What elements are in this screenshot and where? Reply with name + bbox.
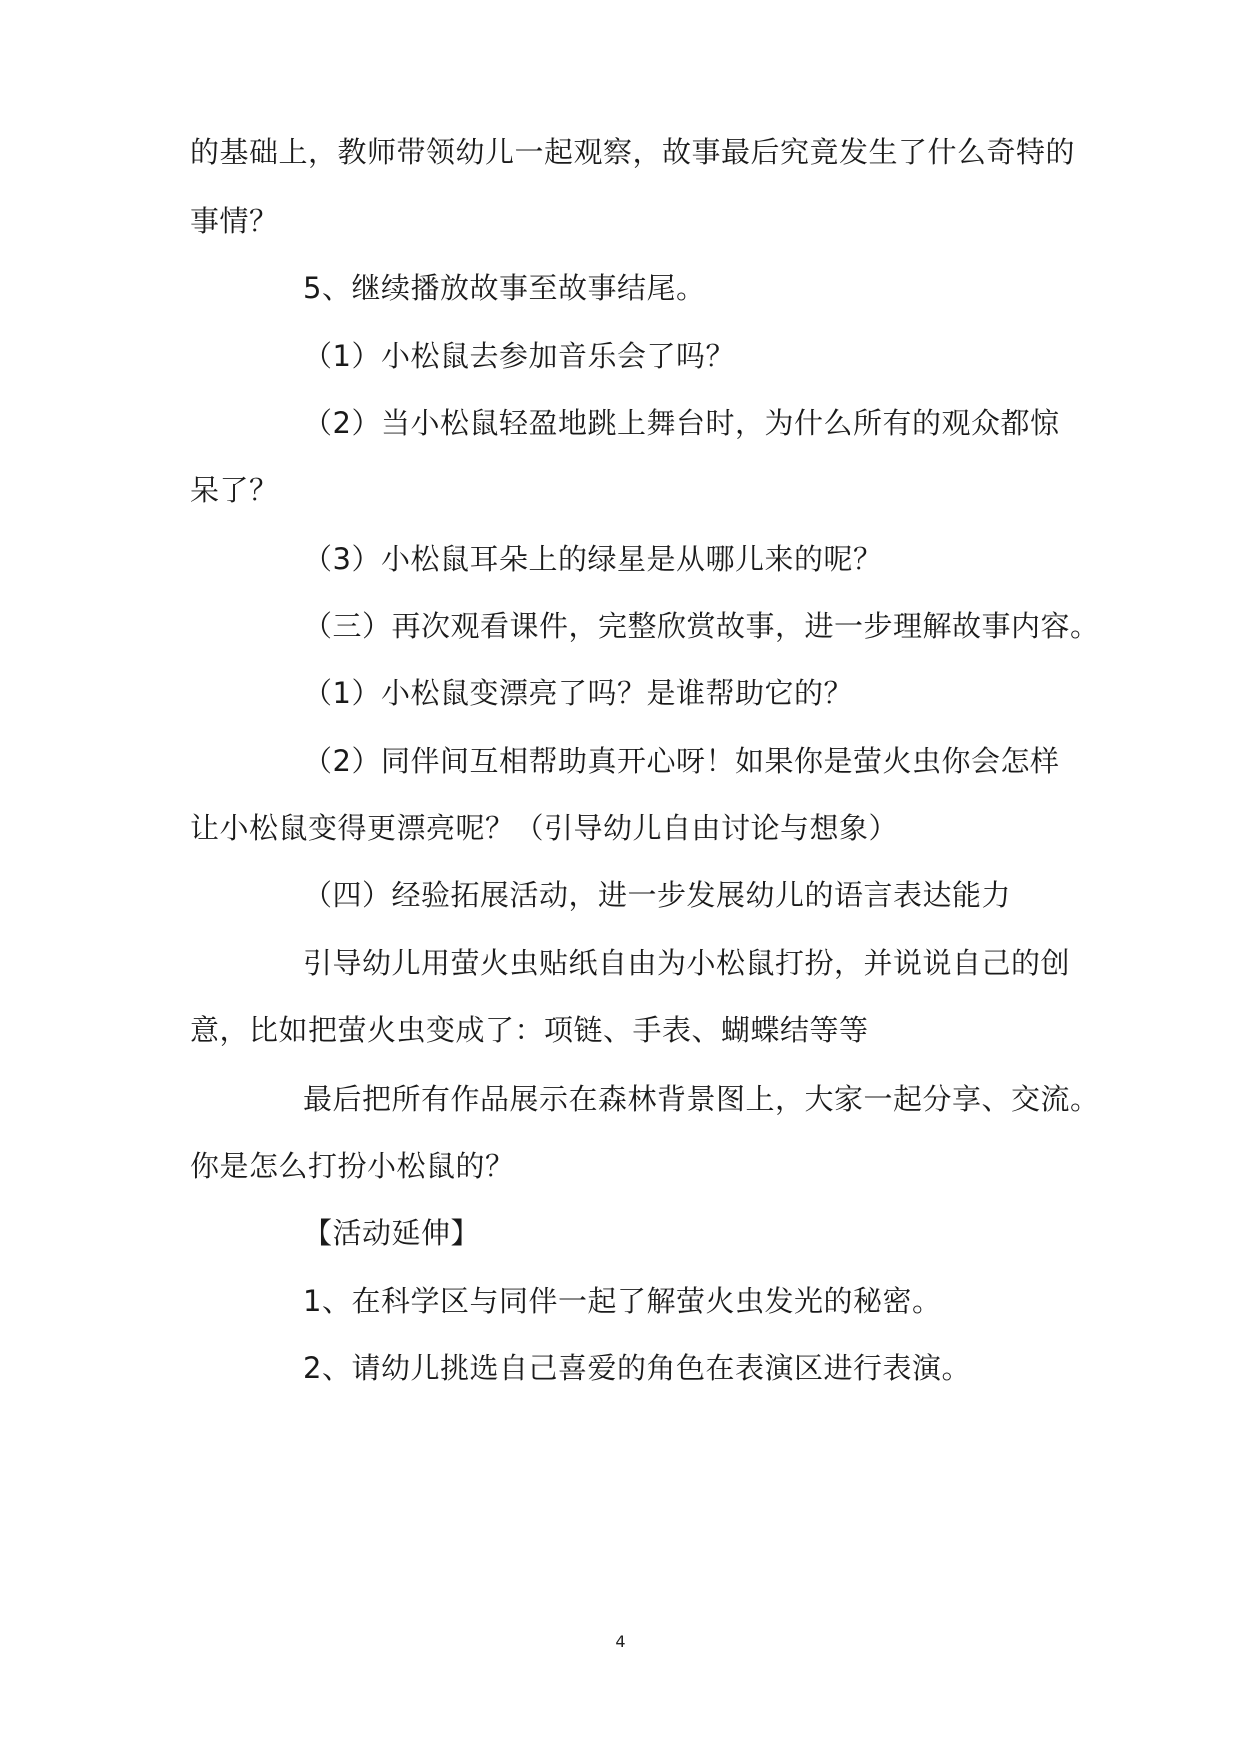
text-line: （3）小松鼠耳朵上的绿星是从哪儿来的呢？ [303, 542, 883, 576]
text-line: 最后把所有作品展示在森林背景图上，大家一起分享、交流。 [303, 1082, 1100, 1116]
text-line: 的基础上，教师带领幼儿一起观察，故事最后究竟发生了什么奇特的 [190, 135, 1076, 169]
text-line: 引导幼儿用萤火虫贴纸自由为小松鼠打扮，并说说自己的创 [303, 946, 1071, 980]
text-line: 5、继续播放故事至故事结尾。 [303, 271, 706, 305]
text-line: 2、请幼儿挑选自己喜爱的角色在表演区进行表演。 [303, 1351, 971, 1385]
text-line: 意，比如把萤火虫变成了：项链、手表、蝴蝶结等等 [190, 1013, 869, 1047]
text-line: （2）当小松鼠轻盈地跳上舞台时，为什么所有的观众都惊 [303, 406, 1060, 440]
text-line: 你是怎么打扮小松鼠的？ [190, 1149, 515, 1183]
page-number: 4 [615, 1632, 626, 1651]
text-line: （2）同伴间互相帮助真开心呀！如果你是萤火虫你会怎样 [303, 744, 1060, 778]
text-line: （1）小松鼠去参加音乐会了吗？ [303, 339, 735, 373]
text-line: （三）再次观看课件，完整欣赏故事，进一步理解故事内容。 [303, 609, 1100, 643]
text-line: 1、在科学区与同伴一起了解萤火虫发光的秘密。 [303, 1284, 942, 1318]
text-line: （四）经验拓展活动，进一步发展幼儿的语言表达能力 [303, 878, 1012, 912]
text-line: 让小松鼠变得更漂亮呢？（引导幼儿自由讨论与想象） [190, 811, 899, 845]
text-line: 事情？ [190, 204, 279, 238]
section-heading: 【活动延伸】 [303, 1216, 481, 1250]
text-line: 呆了？ [190, 473, 279, 507]
text-line: （1）小松鼠变漂亮了吗？是谁帮助它的？ [303, 676, 853, 710]
